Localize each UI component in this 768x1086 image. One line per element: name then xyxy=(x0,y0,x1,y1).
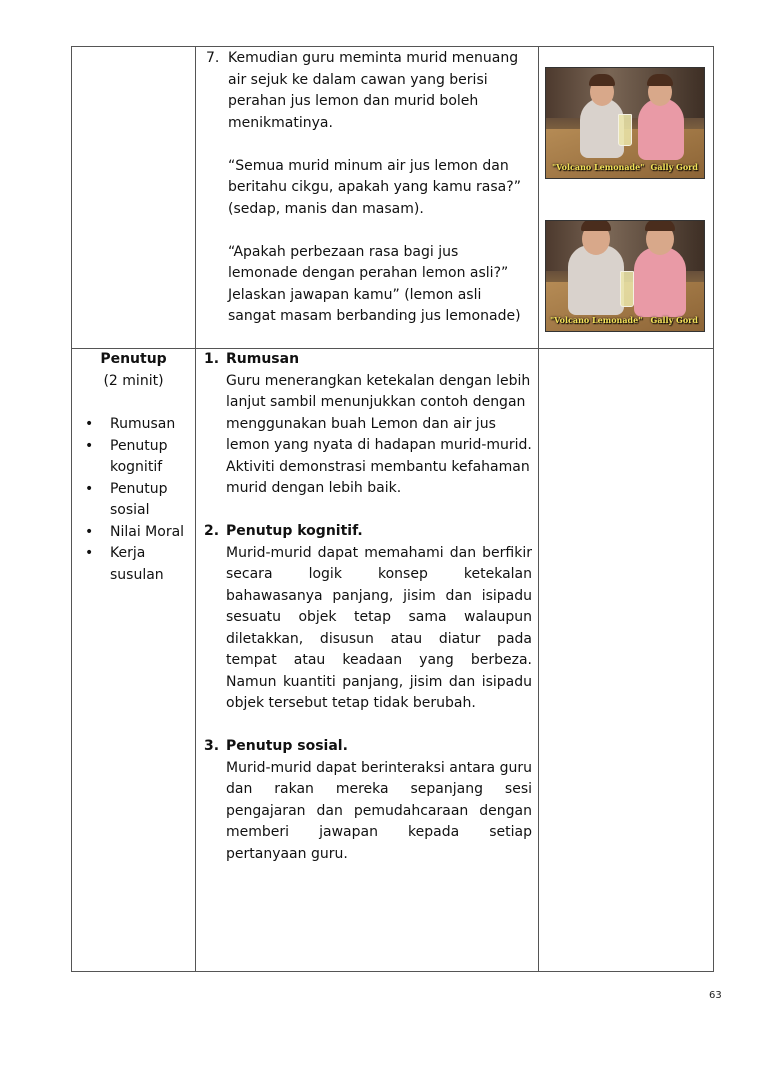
list-item: • Kerja susulan xyxy=(72,543,195,586)
penutup-title: Penutup xyxy=(100,351,167,367)
section-body: Guru menerangkan ketekalan dengan lebih lanjut sambil menunjukkan contoh dengan menggunakan buah Lemon dan air jus lemon yang nyata di hadapan murid-murid. Aktiviti demonstrasi membantu kefahaman murid dengan lebih baik. xyxy=(226,372,532,496)
photo-caption-left: "Volcano Lemonade" xyxy=(550,315,643,325)
lemonade-photo-2 xyxy=(545,220,705,332)
penutup-cell xyxy=(72,349,195,392)
step7-quote2: “Apakah perbezaan rasa bagi jus lemonade dengan perahan lemon asli?” Jelaskan jawapan kamu” (lemon asli sangat masam berbanding jus lemonade) xyxy=(228,243,521,324)
section-number: 2. xyxy=(204,523,220,539)
section-rumusan xyxy=(204,349,532,500)
step7-paragraph xyxy=(206,48,528,134)
column-divider xyxy=(538,47,539,971)
section-number: 3. xyxy=(204,738,220,754)
list-item: • Rumusan xyxy=(72,414,195,436)
section-penutup-kognitif xyxy=(204,521,532,715)
column-divider xyxy=(195,47,196,971)
list-item: • Penutup kognitif xyxy=(72,436,195,479)
list-item: • Nilai Moral xyxy=(72,522,195,544)
step7-text: Kemudian guru meminta murid menuang air sejuk ke dalam cawan yang berisi perahan jus lemon dan murid boleh menikmatinya. xyxy=(228,50,519,131)
section-penutup-sosial xyxy=(204,736,532,865)
step7-cell xyxy=(206,48,528,328)
lemonade-photo-1 xyxy=(545,67,705,179)
penutup-list xyxy=(72,414,195,586)
section-body: Murid-murid dapat memahami dan berfikir secara logik konsep ketekalan bahawasanya panjang, jisim dan isipadu sesuatu objek tetap sama walaupun diletakkan, disusun atau diatur pada tempat atau keadaan yang berbeza. Namun kuantiti panjang, jisim dan isipadu objek tersebut tetap tidak berubah. xyxy=(226,544,532,711)
list-item: • Penutup sosial xyxy=(72,479,195,522)
section-body: Murid-murid dapat berinteraksi antara guru dan rakan mereka sepanjang sesi pengajaran dan pemudahcaraan dengan memberi jawapan kepada setiap pertanyaan guru. xyxy=(226,759,532,862)
photo-caption-left: "Volcano Lemonade" xyxy=(552,162,645,172)
step7-quote1: “Semua murid minum air jus lemon dan beritahu cikgu, apakah yang kamu rasa?” (sedap, manis dan masam). xyxy=(228,157,521,217)
page-number: 63 xyxy=(709,990,722,1001)
photo-caption-right: Gally Gord xyxy=(650,162,698,172)
photo-caption-right: Gally Gord xyxy=(650,315,698,325)
step7-number: 7. xyxy=(206,50,220,66)
section-heading: Rumusan xyxy=(226,351,300,367)
lesson-table xyxy=(71,46,714,972)
sections-cell xyxy=(204,349,532,865)
section-heading: Penutup kognitif. xyxy=(226,523,363,539)
section-heading: Penutup sosial. xyxy=(226,738,348,754)
penutup-duration: (2 minit) xyxy=(103,372,164,389)
section-number: 1. xyxy=(204,351,220,367)
